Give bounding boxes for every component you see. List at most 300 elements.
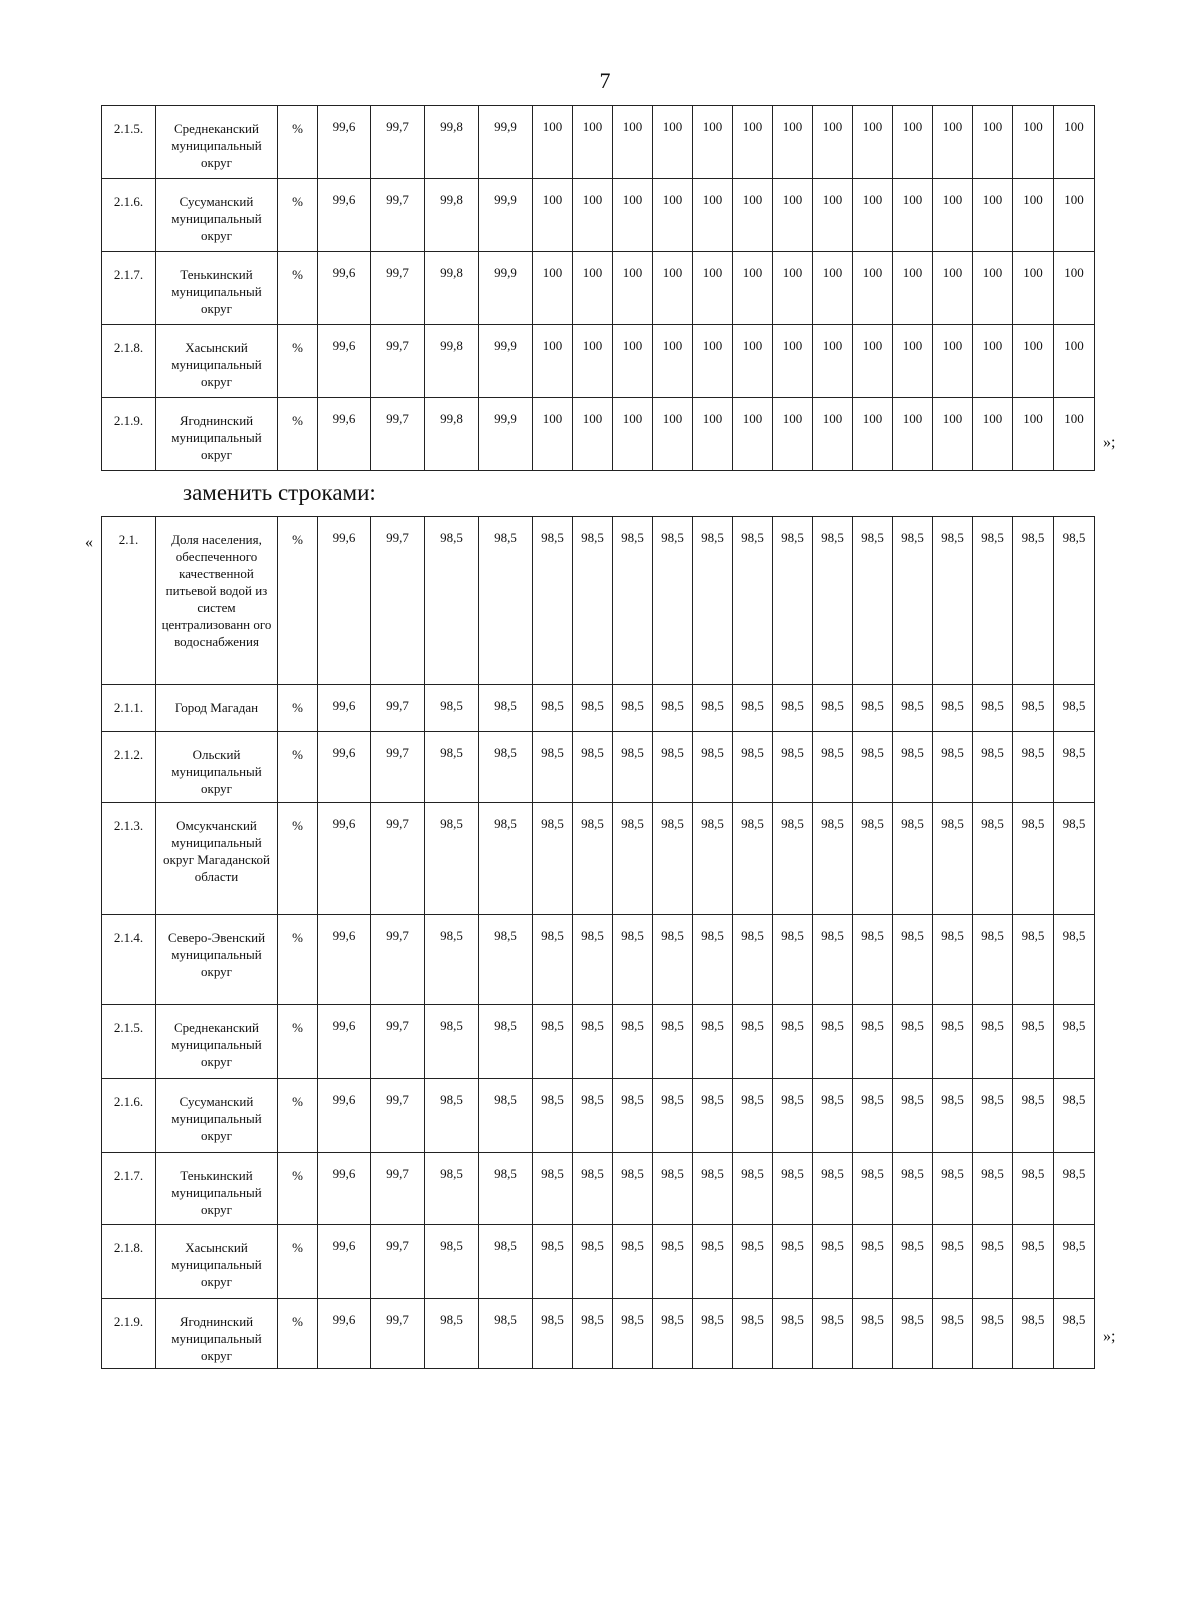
value-cell: 98,5 bbox=[933, 1153, 973, 1225]
closing-quote-mark: »; bbox=[1103, 434, 1116, 451]
value-cell: 99,7 bbox=[371, 1225, 425, 1299]
value-cell: 98,5 bbox=[693, 732, 733, 803]
value-cell: 98,5 bbox=[613, 732, 653, 803]
value-cell: 100 bbox=[1054, 325, 1095, 398]
opening-quote-mark: « bbox=[85, 534, 93, 551]
value-cell: 98,5 bbox=[533, 1005, 573, 1079]
value-cell: 100 bbox=[813, 252, 853, 325]
value-cell: 99,6 bbox=[318, 1225, 371, 1299]
value-cell: 98,5 bbox=[893, 517, 933, 685]
value-cell: 98,5 bbox=[933, 803, 973, 915]
value-cell: 98,5 bbox=[479, 803, 533, 915]
value-cell: 100 bbox=[733, 252, 773, 325]
value-cell: 98,5 bbox=[813, 1079, 853, 1153]
value-cell: 99,7 bbox=[371, 1299, 425, 1369]
value-cell: 98,5 bbox=[479, 1153, 533, 1225]
value-cell: 100 bbox=[693, 398, 733, 471]
value-cell: 99,8 bbox=[425, 106, 479, 179]
value-cell: 98,5 bbox=[1013, 1079, 1054, 1153]
value-cell: 98,5 bbox=[425, 803, 479, 915]
value-cell: 99,8 bbox=[425, 398, 479, 471]
value-cell: 100 bbox=[653, 398, 693, 471]
table-row bbox=[102, 1225, 1095, 1299]
value-cell: 99,6 bbox=[318, 1079, 371, 1153]
row-code: 2.1.2. bbox=[102, 732, 156, 803]
row-code: 2.1.6. bbox=[102, 179, 156, 252]
table-row bbox=[102, 106, 1095, 179]
value-cell: 98,5 bbox=[773, 685, 813, 732]
value-cell: 98,5 bbox=[479, 1225, 533, 1299]
value-cell: 98,5 bbox=[813, 517, 853, 685]
value-cell: 99,9 bbox=[479, 252, 533, 325]
value-cell: 98,5 bbox=[973, 685, 1013, 732]
value-cell: 99,6 bbox=[318, 398, 371, 471]
value-cell: 98,5 bbox=[425, 1079, 479, 1153]
value-cell: 98,5 bbox=[1054, 1153, 1095, 1225]
value-cell: 98,5 bbox=[813, 1225, 853, 1299]
value-cell: 98,5 bbox=[479, 732, 533, 803]
value-cell: 100 bbox=[573, 252, 613, 325]
value-cell: 98,5 bbox=[573, 517, 613, 685]
value-cell: 100 bbox=[1013, 106, 1054, 179]
value-cell: 98,5 bbox=[1013, 732, 1054, 803]
value-cell: 98,5 bbox=[653, 1225, 693, 1299]
value-cell: 99,7 bbox=[371, 325, 425, 398]
row-code: 2.1.7. bbox=[102, 1153, 156, 1225]
value-cell: 98,5 bbox=[733, 685, 773, 732]
value-cell: 100 bbox=[1013, 325, 1054, 398]
row-name: Северо-Эвенский муниципальный округ bbox=[156, 915, 278, 1005]
value-cell: 98,5 bbox=[893, 803, 933, 915]
value-cell: 98,5 bbox=[1013, 1153, 1054, 1225]
value-cell: 98,5 bbox=[773, 1153, 813, 1225]
value-cell: 98,5 bbox=[973, 517, 1013, 685]
value-cell: 98,5 bbox=[893, 732, 933, 803]
value-cell: 98,5 bbox=[853, 732, 893, 803]
value-cell: 98,5 bbox=[653, 517, 693, 685]
value-cell: 98,5 bbox=[773, 732, 813, 803]
value-cell: 98,5 bbox=[933, 732, 973, 803]
value-cell: 99,8 bbox=[425, 252, 479, 325]
row-unit: % bbox=[278, 398, 318, 471]
row-name: Омсукчанский муниципальный округ Магаданской области bbox=[156, 803, 278, 915]
value-cell: 98,5 bbox=[973, 1299, 1013, 1369]
table-row bbox=[102, 1005, 1095, 1079]
value-cell: 98,5 bbox=[1054, 1299, 1095, 1369]
value-cell: 98,5 bbox=[933, 685, 973, 732]
row-unit: % bbox=[278, 685, 318, 732]
value-cell: 98,5 bbox=[533, 1299, 573, 1369]
value-cell: 98,5 bbox=[1054, 915, 1095, 1005]
value-cell: 98,5 bbox=[773, 803, 813, 915]
value-cell: 98,5 bbox=[733, 732, 773, 803]
table-row bbox=[102, 685, 1095, 732]
value-cell: 98,5 bbox=[893, 1153, 933, 1225]
value-cell: 100 bbox=[813, 398, 853, 471]
value-cell: 98,5 bbox=[653, 1079, 693, 1153]
value-cell: 100 bbox=[853, 106, 893, 179]
value-cell: 98,5 bbox=[573, 685, 613, 732]
value-cell: 100 bbox=[1054, 398, 1095, 471]
value-cell: 98,5 bbox=[933, 1225, 973, 1299]
value-cell: 98,5 bbox=[773, 1299, 813, 1369]
value-cell: 99,6 bbox=[318, 325, 371, 398]
table-row bbox=[102, 179, 1095, 252]
row-code: 2.1.8. bbox=[102, 1225, 156, 1299]
value-cell: 100 bbox=[973, 252, 1013, 325]
value-cell: 100 bbox=[893, 398, 933, 471]
row-unit: % bbox=[278, 1153, 318, 1225]
value-cell: 98,5 bbox=[425, 732, 479, 803]
table-row bbox=[102, 398, 1095, 471]
value-cell: 98,5 bbox=[973, 915, 1013, 1005]
value-cell: 99,6 bbox=[318, 685, 371, 732]
value-cell: 98,5 bbox=[1013, 1225, 1054, 1299]
value-cell: 98,5 bbox=[933, 1079, 973, 1153]
value-cell: 98,5 bbox=[479, 1299, 533, 1369]
value-cell: 100 bbox=[933, 179, 973, 252]
value-cell: 100 bbox=[773, 106, 813, 179]
value-cell: 98,5 bbox=[573, 1299, 613, 1369]
table-row bbox=[102, 252, 1095, 325]
table-row bbox=[102, 517, 1095, 685]
value-cell: 98,5 bbox=[733, 1153, 773, 1225]
value-cell: 98,5 bbox=[1013, 1299, 1054, 1369]
value-cell: 99,7 bbox=[371, 685, 425, 732]
value-cell: 100 bbox=[1054, 179, 1095, 252]
value-cell: 98,5 bbox=[533, 732, 573, 803]
row-unit: % bbox=[278, 179, 318, 252]
value-cell: 98,5 bbox=[573, 732, 613, 803]
value-cell: 98,5 bbox=[853, 1225, 893, 1299]
value-cell: 98,5 bbox=[653, 1153, 693, 1225]
value-cell: 98,5 bbox=[973, 1153, 1013, 1225]
value-cell: 100 bbox=[853, 398, 893, 471]
value-cell: 100 bbox=[933, 252, 973, 325]
row-unit: % bbox=[278, 106, 318, 179]
value-cell: 98,5 bbox=[1054, 803, 1095, 915]
value-cell: 99,6 bbox=[318, 179, 371, 252]
value-cell: 98,5 bbox=[893, 685, 933, 732]
value-cell: 98,5 bbox=[613, 1299, 653, 1369]
value-cell: 98,5 bbox=[613, 803, 653, 915]
value-cell: 98,5 bbox=[1054, 1005, 1095, 1079]
value-cell: 99,6 bbox=[318, 517, 371, 685]
value-cell: 98,5 bbox=[853, 1079, 893, 1153]
value-cell: 98,5 bbox=[973, 1005, 1013, 1079]
value-cell: 98,5 bbox=[693, 1153, 733, 1225]
value-cell: 98,5 bbox=[1054, 732, 1095, 803]
value-cell: 100 bbox=[693, 252, 733, 325]
value-cell: 98,5 bbox=[1013, 685, 1054, 732]
value-cell: 100 bbox=[1013, 252, 1054, 325]
row-code: 2.1.1. bbox=[102, 685, 156, 732]
value-cell: 98,5 bbox=[533, 517, 573, 685]
row-unit: % bbox=[278, 915, 318, 1005]
value-cell: 100 bbox=[773, 179, 813, 252]
value-cell: 98,5 bbox=[893, 1225, 933, 1299]
table-row bbox=[102, 325, 1095, 398]
table-row bbox=[102, 803, 1095, 915]
value-cell: 98,5 bbox=[773, 1005, 813, 1079]
value-cell: 98,5 bbox=[1013, 803, 1054, 915]
value-cell: 98,5 bbox=[1054, 1079, 1095, 1153]
row-unit: % bbox=[278, 252, 318, 325]
value-cell: 98,5 bbox=[733, 1225, 773, 1299]
row-name: Город Магадан bbox=[156, 685, 278, 732]
value-cell: 98,5 bbox=[813, 1153, 853, 1225]
row-name: Сусуманский муниципальный округ bbox=[156, 1079, 278, 1153]
value-cell: 100 bbox=[973, 325, 1013, 398]
row-code: 2.1.8. bbox=[102, 325, 156, 398]
value-cell: 99,6 bbox=[318, 732, 371, 803]
value-cell: 98,5 bbox=[613, 1225, 653, 1299]
value-cell: 100 bbox=[773, 325, 813, 398]
value-cell: 98,5 bbox=[1054, 1225, 1095, 1299]
row-code: 2.1.9. bbox=[102, 1299, 156, 1369]
value-cell: 100 bbox=[853, 179, 893, 252]
value-cell: 98,5 bbox=[573, 1153, 613, 1225]
value-cell: 98,5 bbox=[533, 1225, 573, 1299]
value-cell: 98,5 bbox=[973, 1079, 1013, 1153]
value-cell: 99,7 bbox=[371, 252, 425, 325]
row-code: 2.1.9. bbox=[102, 398, 156, 471]
value-cell: 98,5 bbox=[933, 1005, 973, 1079]
value-cell: 100 bbox=[613, 252, 653, 325]
value-cell: 98,5 bbox=[533, 1079, 573, 1153]
row-unit: % bbox=[278, 1299, 318, 1369]
value-cell: 98,5 bbox=[479, 1005, 533, 1079]
value-cell: 98,5 bbox=[693, 685, 733, 732]
value-cell: 100 bbox=[573, 398, 613, 471]
value-cell: 99,7 bbox=[371, 398, 425, 471]
page-number: 7 bbox=[599, 68, 611, 93]
value-cell: 98,5 bbox=[933, 1299, 973, 1369]
value-cell: 100 bbox=[733, 325, 773, 398]
value-cell: 98,5 bbox=[973, 732, 1013, 803]
row-name: Ягоднинский муниципальный округ bbox=[156, 398, 278, 471]
closing-quote-mark: »; bbox=[1103, 1328, 1116, 1345]
value-cell: 98,5 bbox=[733, 1299, 773, 1369]
value-cell: 100 bbox=[813, 325, 853, 398]
value-cell: 98,5 bbox=[479, 685, 533, 732]
row-code: 2.1.4. bbox=[102, 915, 156, 1005]
value-cell: 98,5 bbox=[1054, 517, 1095, 685]
value-cell: 99,7 bbox=[371, 1079, 425, 1153]
value-cell: 100 bbox=[573, 106, 613, 179]
value-cell: 98,5 bbox=[853, 685, 893, 732]
value-cell: 98,5 bbox=[893, 1299, 933, 1369]
value-cell: 98,5 bbox=[773, 915, 813, 1005]
new-rows-table bbox=[101, 516, 1095, 1369]
row-name: Хасынский муниципальный округ bbox=[156, 1225, 278, 1299]
value-cell: 98,5 bbox=[813, 803, 853, 915]
value-cell: 99,9 bbox=[479, 325, 533, 398]
value-cell: 100 bbox=[533, 106, 573, 179]
value-cell: 98,5 bbox=[1013, 915, 1054, 1005]
row-code: 2.1.3. bbox=[102, 803, 156, 915]
value-cell: 100 bbox=[813, 179, 853, 252]
value-cell: 98,5 bbox=[813, 1005, 853, 1079]
value-cell: 98,5 bbox=[613, 915, 653, 1005]
value-cell: 98,5 bbox=[853, 1005, 893, 1079]
value-cell: 100 bbox=[693, 106, 733, 179]
value-cell: 99,6 bbox=[318, 1005, 371, 1079]
value-cell: 100 bbox=[973, 179, 1013, 252]
value-cell: 98,5 bbox=[533, 803, 573, 915]
value-cell: 100 bbox=[613, 398, 653, 471]
value-cell: 98,5 bbox=[613, 1079, 653, 1153]
value-cell: 100 bbox=[653, 325, 693, 398]
row-unit: % bbox=[278, 803, 318, 915]
value-cell: 98,5 bbox=[653, 685, 693, 732]
value-cell: 100 bbox=[1013, 179, 1054, 252]
value-cell: 99,7 bbox=[371, 179, 425, 252]
value-cell: 100 bbox=[773, 252, 813, 325]
value-cell: 98,5 bbox=[533, 1153, 573, 1225]
row-name: Хасынский муниципальный округ bbox=[156, 325, 278, 398]
value-cell: 100 bbox=[1013, 398, 1054, 471]
value-cell: 98,5 bbox=[853, 803, 893, 915]
value-cell: 98,5 bbox=[693, 517, 733, 685]
value-cell: 100 bbox=[933, 106, 973, 179]
value-cell: 98,5 bbox=[853, 1153, 893, 1225]
row-name: Среднеканский муниципальный округ bbox=[156, 106, 278, 179]
value-cell: 98,5 bbox=[933, 517, 973, 685]
value-cell: 100 bbox=[893, 106, 933, 179]
value-cell: 100 bbox=[893, 325, 933, 398]
value-cell: 98,5 bbox=[893, 915, 933, 1005]
row-code: 2.1. bbox=[102, 517, 156, 685]
value-cell: 100 bbox=[853, 325, 893, 398]
table-row bbox=[102, 1079, 1095, 1153]
row-name: Ягоднинский муниципальный округ bbox=[156, 1299, 278, 1369]
value-cell: 98,5 bbox=[653, 732, 693, 803]
value-cell: 100 bbox=[733, 179, 773, 252]
value-cell: 99,7 bbox=[371, 1005, 425, 1079]
replace-with-rows-caption: заменить строками: bbox=[183, 480, 376, 505]
value-cell: 98,5 bbox=[773, 1225, 813, 1299]
value-cell: 98,5 bbox=[479, 517, 533, 685]
row-code: 2.1.6. bbox=[102, 1079, 156, 1153]
value-cell: 100 bbox=[653, 179, 693, 252]
value-cell: 98,5 bbox=[613, 517, 653, 685]
value-cell: 98,5 bbox=[573, 1079, 613, 1153]
value-cell: 100 bbox=[853, 252, 893, 325]
value-cell: 98,5 bbox=[853, 915, 893, 1005]
value-cell: 100 bbox=[733, 106, 773, 179]
value-cell: 98,5 bbox=[653, 1299, 693, 1369]
value-cell: 100 bbox=[1054, 252, 1095, 325]
value-cell: 100 bbox=[1054, 106, 1095, 179]
value-cell: 98,5 bbox=[1013, 517, 1054, 685]
value-cell: 98,5 bbox=[733, 915, 773, 1005]
value-cell: 100 bbox=[813, 106, 853, 179]
row-name: Тенькинский муниципальный округ bbox=[156, 1153, 278, 1225]
value-cell: 99,7 bbox=[371, 803, 425, 915]
value-cell: 100 bbox=[773, 398, 813, 471]
row-unit: % bbox=[278, 732, 318, 803]
value-cell: 99,6 bbox=[318, 106, 371, 179]
value-cell: 100 bbox=[613, 179, 653, 252]
value-cell: 100 bbox=[573, 179, 613, 252]
table-row bbox=[102, 1299, 1095, 1369]
value-cell: 98,5 bbox=[573, 1005, 613, 1079]
value-cell: 98,5 bbox=[533, 685, 573, 732]
value-cell: 98,5 bbox=[893, 1005, 933, 1079]
value-cell: 99,7 bbox=[371, 732, 425, 803]
value-cell: 99,6 bbox=[318, 1153, 371, 1225]
row-name: Сусуманский муниципальный округ bbox=[156, 179, 278, 252]
value-cell: 98,5 bbox=[693, 1005, 733, 1079]
value-cell: 98,5 bbox=[613, 685, 653, 732]
value-cell: 98,5 bbox=[733, 1079, 773, 1153]
value-cell: 100 bbox=[693, 325, 733, 398]
value-cell: 98,5 bbox=[693, 1299, 733, 1369]
value-cell: 98,5 bbox=[479, 1079, 533, 1153]
table-row bbox=[102, 732, 1095, 803]
value-cell: 100 bbox=[933, 398, 973, 471]
value-cell: 100 bbox=[533, 398, 573, 471]
value-cell: 98,5 bbox=[733, 803, 773, 915]
value-cell: 98,5 bbox=[853, 1299, 893, 1369]
value-cell: 98,5 bbox=[693, 1079, 733, 1153]
value-cell: 98,5 bbox=[733, 1005, 773, 1079]
value-cell: 98,5 bbox=[893, 1079, 933, 1153]
value-cell: 98,5 bbox=[425, 1153, 479, 1225]
value-cell: 99,9 bbox=[479, 398, 533, 471]
value-cell: 100 bbox=[613, 325, 653, 398]
value-cell: 98,5 bbox=[613, 1153, 653, 1225]
value-cell: 98,5 bbox=[933, 915, 973, 1005]
value-cell: 98,5 bbox=[973, 1225, 1013, 1299]
row-unit: % bbox=[278, 1225, 318, 1299]
replaced-rows-table bbox=[101, 105, 1095, 471]
value-cell: 98,5 bbox=[613, 1005, 653, 1079]
value-cell: 100 bbox=[893, 179, 933, 252]
value-cell: 98,5 bbox=[693, 803, 733, 915]
value-cell: 98,5 bbox=[773, 1079, 813, 1153]
value-cell: 100 bbox=[573, 325, 613, 398]
value-cell: 99,7 bbox=[371, 517, 425, 685]
value-cell: 100 bbox=[693, 179, 733, 252]
row-unit: % bbox=[278, 517, 318, 685]
value-cell: 98,5 bbox=[813, 915, 853, 1005]
value-cell: 99,6 bbox=[318, 803, 371, 915]
table-row bbox=[102, 1153, 1095, 1225]
value-cell: 98,5 bbox=[479, 915, 533, 1005]
value-cell: 98,5 bbox=[973, 803, 1013, 915]
value-cell: 100 bbox=[973, 398, 1013, 471]
value-cell: 98,5 bbox=[425, 915, 479, 1005]
row-code: 2.1.5. bbox=[102, 106, 156, 179]
value-cell: 98,5 bbox=[693, 1225, 733, 1299]
value-cell: 99,7 bbox=[371, 1153, 425, 1225]
value-cell: 100 bbox=[653, 106, 693, 179]
value-cell: 98,5 bbox=[733, 517, 773, 685]
row-name: Доля населения, обеспеченного качественной питьевой водой из систем централизованн ого водоснабжения bbox=[156, 517, 278, 685]
value-cell: 99,9 bbox=[479, 106, 533, 179]
value-cell: 99,7 bbox=[371, 106, 425, 179]
value-cell: 99,9 bbox=[479, 179, 533, 252]
row-code: 2.1.7. bbox=[102, 252, 156, 325]
value-cell: 98,5 bbox=[653, 1005, 693, 1079]
value-cell: 98,5 bbox=[425, 685, 479, 732]
value-cell: 100 bbox=[973, 106, 1013, 179]
row-name: Среднеканский муниципальный округ bbox=[156, 1005, 278, 1079]
value-cell: 98,5 bbox=[813, 732, 853, 803]
value-cell: 98,5 bbox=[1054, 685, 1095, 732]
